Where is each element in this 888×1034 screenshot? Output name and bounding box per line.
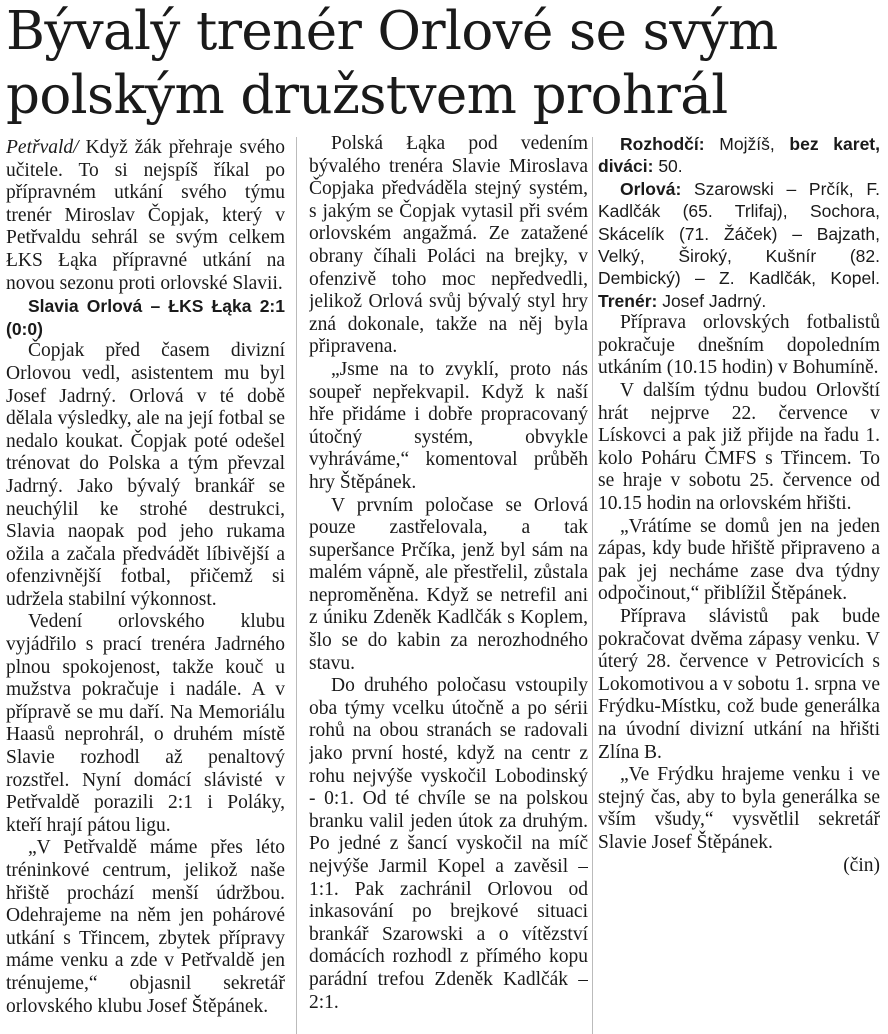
- referee-value: Mojžíš,: [704, 134, 790, 154]
- dateline: Petřvald/: [6, 137, 79, 158]
- headline-line-2: polským družstvem prohrál: [6, 65, 728, 126]
- coach-value: Josef Jadrný.: [657, 290, 767, 311]
- body-paragraph: „V Petřvaldě máme přes léto tréninkové centrum, jelikož naše hřiště prochází menší údržbou. Odehrajeme na něm jen pohárové utkání s Třincem, zbytek přípravy máme venku a zde v Petřvaldě jen trénujeme,“ objasnil sekretář orlovského klubu Josef Štěpánek.: [6, 837, 285, 1017]
- body-paragraph: „Ve Frýdku hrajeme venku i ve stejný čas, aby to byla generálka se vším všudy,“ vysvětlil sekretář Slavie Josef Štěpánek.: [598, 764, 880, 853]
- lead-paragraph: [6, 137, 285, 295]
- body-paragraph: Do druhého poločasu vstoupily oba týmy vcelku útočně a po sérii rohů na obou stranách se radovali jako první hosté, když na centr z rohu nejvýše vyskočil Lobodinský - 0:1. Od té chvíle se na polskou branku valil jeden útok za druhým. Po jedné z šancí vyskočil na míč nejvýše Jarmil Kopel a zavěsil – 1:1. Pak zachránil Orlovou od inkasování po brejkové situaci brankář Szarowski a o vítězství domácích rozhodl z přímého kopu parádní trefou Zdeněk Kadlčák – 2:1.: [309, 675, 588, 1013]
- coach-label: Trenér:: [598, 290, 658, 311]
- column-rule: [592, 137, 593, 1034]
- body-paragraph: Čopjak před časem divizní Orlovou vedl, asistentem mu byl Josef Jadrný. Orlová v té době dělala výsledky, ale na její fotbal se nedalo koukat. Čopjak poté odešel trénovat do Polska a tým převzal Jadrný. Jako bývalý brankář se neuchýlil ke strohé destrukci, Slavia naopak pod jeho rukama ožila a začala předvádět líbivější a ofenzivnější fotbal, přičemž si udržela stabilní výkonnost.: [6, 340, 285, 610]
- body-paragraph: V dalším týdnu budou Orlovští hrát nejprve 22. července v Lískovci a pak již přijde na řadu 1. kolo Poháru ČMFS s Třincem. To se hraje v sobotu 25. července od 10.15 hodin na orlovském hřišti.: [598, 380, 880, 514]
- article-column-1: [6, 137, 285, 1034]
- article-column-2: [309, 133, 588, 1030]
- lineup: [598, 178, 880, 312]
- article-column-3: [598, 133, 880, 1030]
- body-paragraph: „Vrátíme se domů jen na jeden zápas, kdy bude hřiště připraveno a pak jej necháme zase dva týdny odpočinout,“ přiblížil Štěpánek.: [598, 515, 880, 605]
- cards-value: 50.: [653, 156, 683, 177]
- body-paragraph: Příprava orlovských fotbalistů pokračuje dnešním dopoledním utkáním (10.15 hodin) v Bohumíně.: [598, 312, 880, 379]
- body-paragraph: „Jsme na to zvyklí, proto nás soupeř nepřekvapil. Když k naší hře přidáme i dobře propracovaný útočný systém, obvykle vyhráváme,“ komentoval průběh hry Štěpánek.: [309, 358, 588, 493]
- referee-label: Rozhodčí:: [620, 134, 705, 154]
- headline-line-1: Bývalý trenér Orlové se svým: [6, 1, 778, 62]
- lineup-value: Szarowski – Prčík, F. Kadlčák (65. Trlifaj), Sochora, Skácelík (71. Žáček) – Bajzath, Velký, Široký, Kušnír (82. Dembický) – Z. Kadlčák, Kopel.: [598, 178, 880, 289]
- body-paragraph: Příprava slávistů pak bude pokračovat dvěma zápasy venku. V úterý 28. července v Petrovicích s Lokomotivou a v sobotu 1. srpna ve Frýdku-Místku, což bude generálka na úvodní divizní utkání na hřišti Zlína B.: [598, 605, 880, 763]
- headline: [6, 0, 886, 128]
- body-paragraph: Vedení orlovského klubu vyjádřilo s prací trenéra Jadrného plnou spokojenost, takže kouč u mužstva pokračuje i nadále. A v přípravě se mu daří. Na Memoriálu Haasů neprohrál, o druhém místě Slavie rozhodl až penaltový rozstřel. Nyní domácí slávisté v Petřvaldě porazili 2:1 i Poláky, kteří hrají pátou ligu.: [6, 611, 285, 836]
- lead-text: Když žák přehraje svého učitele. To si nejspíš říkal po přípravném utkání svého týmu trenér Miroslav Čopjak, který v Petřvaldu sehrál se svým celkem ŁKS Łąka přípravné utkání na novou sezonu proti orlovské Slavii.: [6, 137, 285, 294]
- author-signature: (čin): [843, 854, 880, 876]
- match-score: Slavia Orlová – ŁKS Łąka 2:1 (0:0): [6, 296, 285, 339]
- body-paragraph: V prvním poločase se Orlová pouze zastřelovala, a tak superšance Prčíka, jenž byl sám na malém vápně, ale přestřelil, zůstala neproměněna. Když se netrefil ani z úniku Zdeněk Kadlčák s Koplem, šlo se do kabin za nerozhodného stavu.: [309, 494, 588, 674]
- body-paragraph: Polská Łąka pod vedením bývalého trenéra Slavie Miroslava Čopjaka předváděla stejný systém, s jakým se Čopjak vytasil při svém orlovském angažmá. Ze zatažené obrany číhali Poláci na brejky, v ofenzivě toho moc nepředvedli, jelikož Orlová svůj bývalý styl hry zná dokonale, takže na něj byla připravena.: [309, 133, 588, 358]
- column-rule: [296, 137, 297, 1034]
- lineup-label: Orlová:: [620, 178, 682, 199]
- match-officials: [598, 133, 880, 178]
- cards-label: bez karet, diváci:: [598, 134, 880, 177]
